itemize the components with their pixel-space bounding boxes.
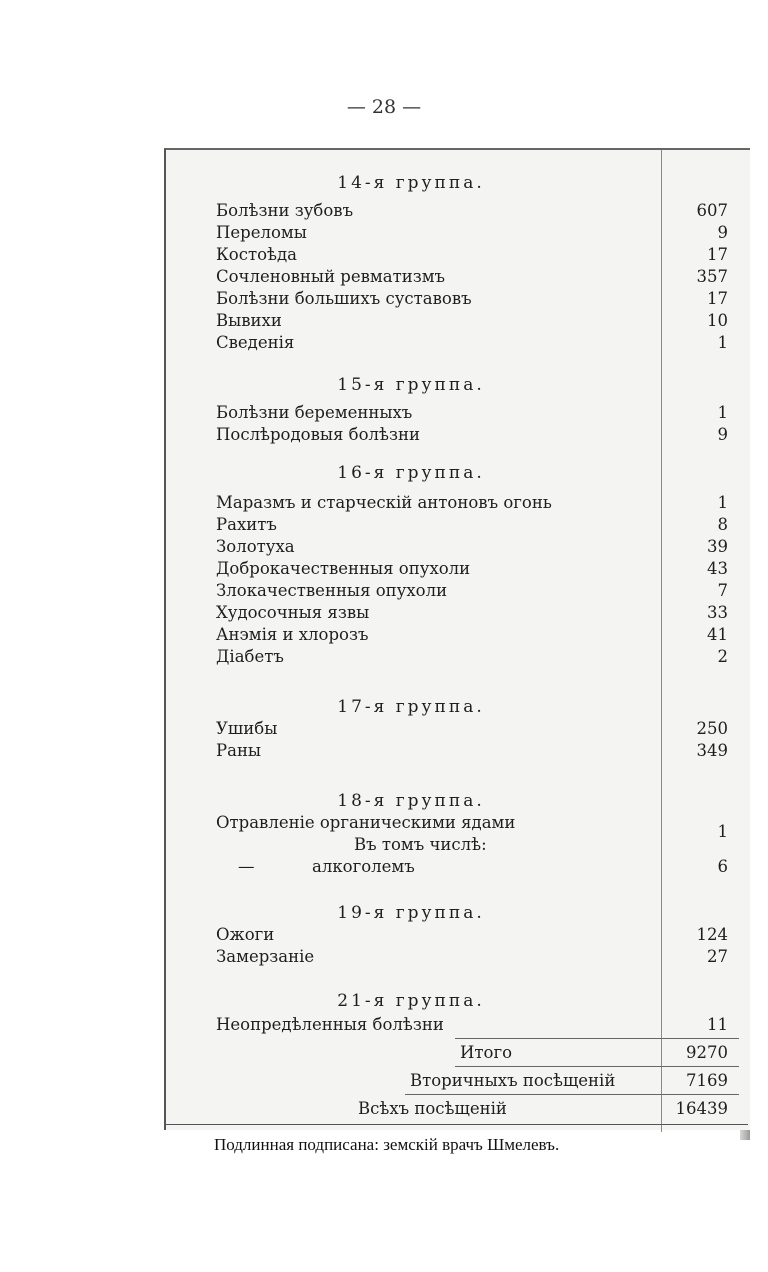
row-value: 1 — [717, 822, 728, 841]
row-value: 124 — [696, 925, 728, 944]
row-label: Злокачественныя опухоли — [216, 581, 448, 600]
table-row — [216, 424, 740, 446]
row-label: Замерзаніе — [216, 947, 315, 966]
table-row — [216, 222, 740, 244]
table-row — [216, 1014, 740, 1036]
row-value: 7 — [717, 581, 728, 600]
row-label: Ушибы — [216, 719, 278, 738]
row-value: 39 — [707, 537, 728, 556]
row-value: 11 — [707, 1015, 728, 1034]
table-row — [216, 740, 740, 762]
row-value: 1 — [717, 403, 728, 422]
row-label: Костоѣда — [216, 245, 297, 264]
row-value: 27 — [707, 947, 728, 966]
group-heading-16: 16-я группа. — [337, 463, 485, 483]
group-heading-18: 18-я группа. — [337, 791, 485, 811]
row-value: 8 — [717, 515, 728, 534]
row-label: Анэмія и хлорозъ — [216, 625, 369, 644]
group-heading-14: 14-я группа. — [337, 173, 485, 193]
row-label: Болѣзни зубовъ — [216, 201, 354, 220]
group-heading-17: 17-я группа. — [337, 697, 485, 717]
subtotal-dash: — — [238, 857, 255, 876]
row-label: Переломы — [216, 223, 307, 242]
row-value: 349 — [696, 741, 728, 760]
table-row — [216, 332, 740, 354]
row-label: Отравленіе органическими ядами — [216, 813, 516, 832]
table-row — [216, 624, 740, 646]
row-label: Вывихи — [216, 311, 282, 330]
table-row — [216, 580, 740, 602]
row-value: 41 — [707, 625, 728, 644]
table-row — [216, 602, 740, 624]
table-row — [216, 492, 740, 514]
row-label: Болѣзни большихъ суставовъ — [216, 289, 472, 308]
row-value: 43 — [707, 559, 728, 578]
group-heading-19: 19-я группа. — [337, 903, 485, 923]
total-value: 16439 — [675, 1099, 728, 1118]
row-label: Золотуха — [216, 537, 295, 556]
group-heading-15: 15-я группа. — [337, 375, 485, 395]
row-label: Раны — [216, 741, 262, 760]
row-label: Ожоги — [216, 925, 275, 944]
table-row — [216, 646, 740, 668]
row-label: Неопредѣленныя болѣзни — [216, 1015, 444, 1034]
subtotal-row — [216, 856, 740, 878]
totals-rule — [455, 1066, 739, 1067]
table-row — [216, 288, 740, 310]
row-value: 1 — [717, 333, 728, 352]
row-value: 607 — [696, 201, 728, 220]
table-row — [216, 558, 740, 580]
row-value: 2 — [717, 647, 728, 666]
row-value: 10 — [707, 311, 728, 330]
row-value: 1 — [717, 493, 728, 512]
table-row — [216, 718, 740, 740]
table-row — [216, 244, 740, 266]
table-row — [216, 924, 740, 946]
row-label: Рахитъ — [216, 515, 277, 534]
table-row — [216, 266, 740, 288]
group-heading-21: 21-я группа. — [337, 991, 485, 1011]
total-value: 7169 — [686, 1071, 728, 1090]
row-value: 17 — [707, 289, 728, 308]
subtotal-value: 6 — [717, 857, 728, 876]
row-label: Болѣзни беременныхъ — [216, 403, 413, 422]
row-label: Сведенія — [216, 333, 295, 352]
total-row — [216, 1098, 740, 1120]
subtotal-label: алкоголемъ — [312, 857, 415, 876]
row-value: 357 — [696, 267, 728, 286]
row-label: Маразмъ и старческій антоновъ огонь — [216, 493, 552, 512]
table-row — [216, 514, 740, 536]
total-row — [216, 1070, 740, 1092]
totals-rule — [455, 1038, 739, 1039]
total-label: Вторичныхъ посѣщеній — [410, 1071, 616, 1090]
table-row — [216, 946, 740, 968]
row-value: 9 — [717, 223, 728, 242]
row-value: 9 — [717, 425, 728, 444]
row-value: 250 — [696, 719, 728, 738]
row-label: Послѣродовыя болѣзни — [216, 425, 420, 444]
totals-rule — [405, 1094, 739, 1095]
row-label: Доброкачественныя опухоли — [216, 559, 471, 578]
page-number: — 28 — — [346, 96, 422, 118]
table-row — [216, 310, 740, 332]
table-row — [216, 536, 740, 558]
total-label: Итого — [460, 1043, 513, 1062]
row-label: Сочленовный ревматизмъ — [216, 267, 446, 286]
row-value: 33 — [707, 603, 728, 622]
table-row — [216, 812, 740, 841]
total-label: Всѣхъ посѣщеній — [358, 1099, 507, 1118]
signature-line: Подлинная подписана: земскій врачъ Шмелевъ. — [214, 1135, 560, 1154]
row-value: 17 — [707, 245, 728, 264]
subtotal-caption: Въ томъ числѣ: — [354, 835, 487, 854]
subtotal-caption-row — [216, 834, 740, 856]
total-value: 9270 — [686, 1043, 728, 1062]
total-row — [216, 1042, 740, 1064]
table-row — [216, 200, 740, 222]
row-label: Діабетъ — [216, 647, 284, 666]
table-row — [216, 402, 740, 424]
table-bottom-rule — [164, 1124, 748, 1125]
row-label: Худосочныя язвы — [216, 603, 370, 622]
